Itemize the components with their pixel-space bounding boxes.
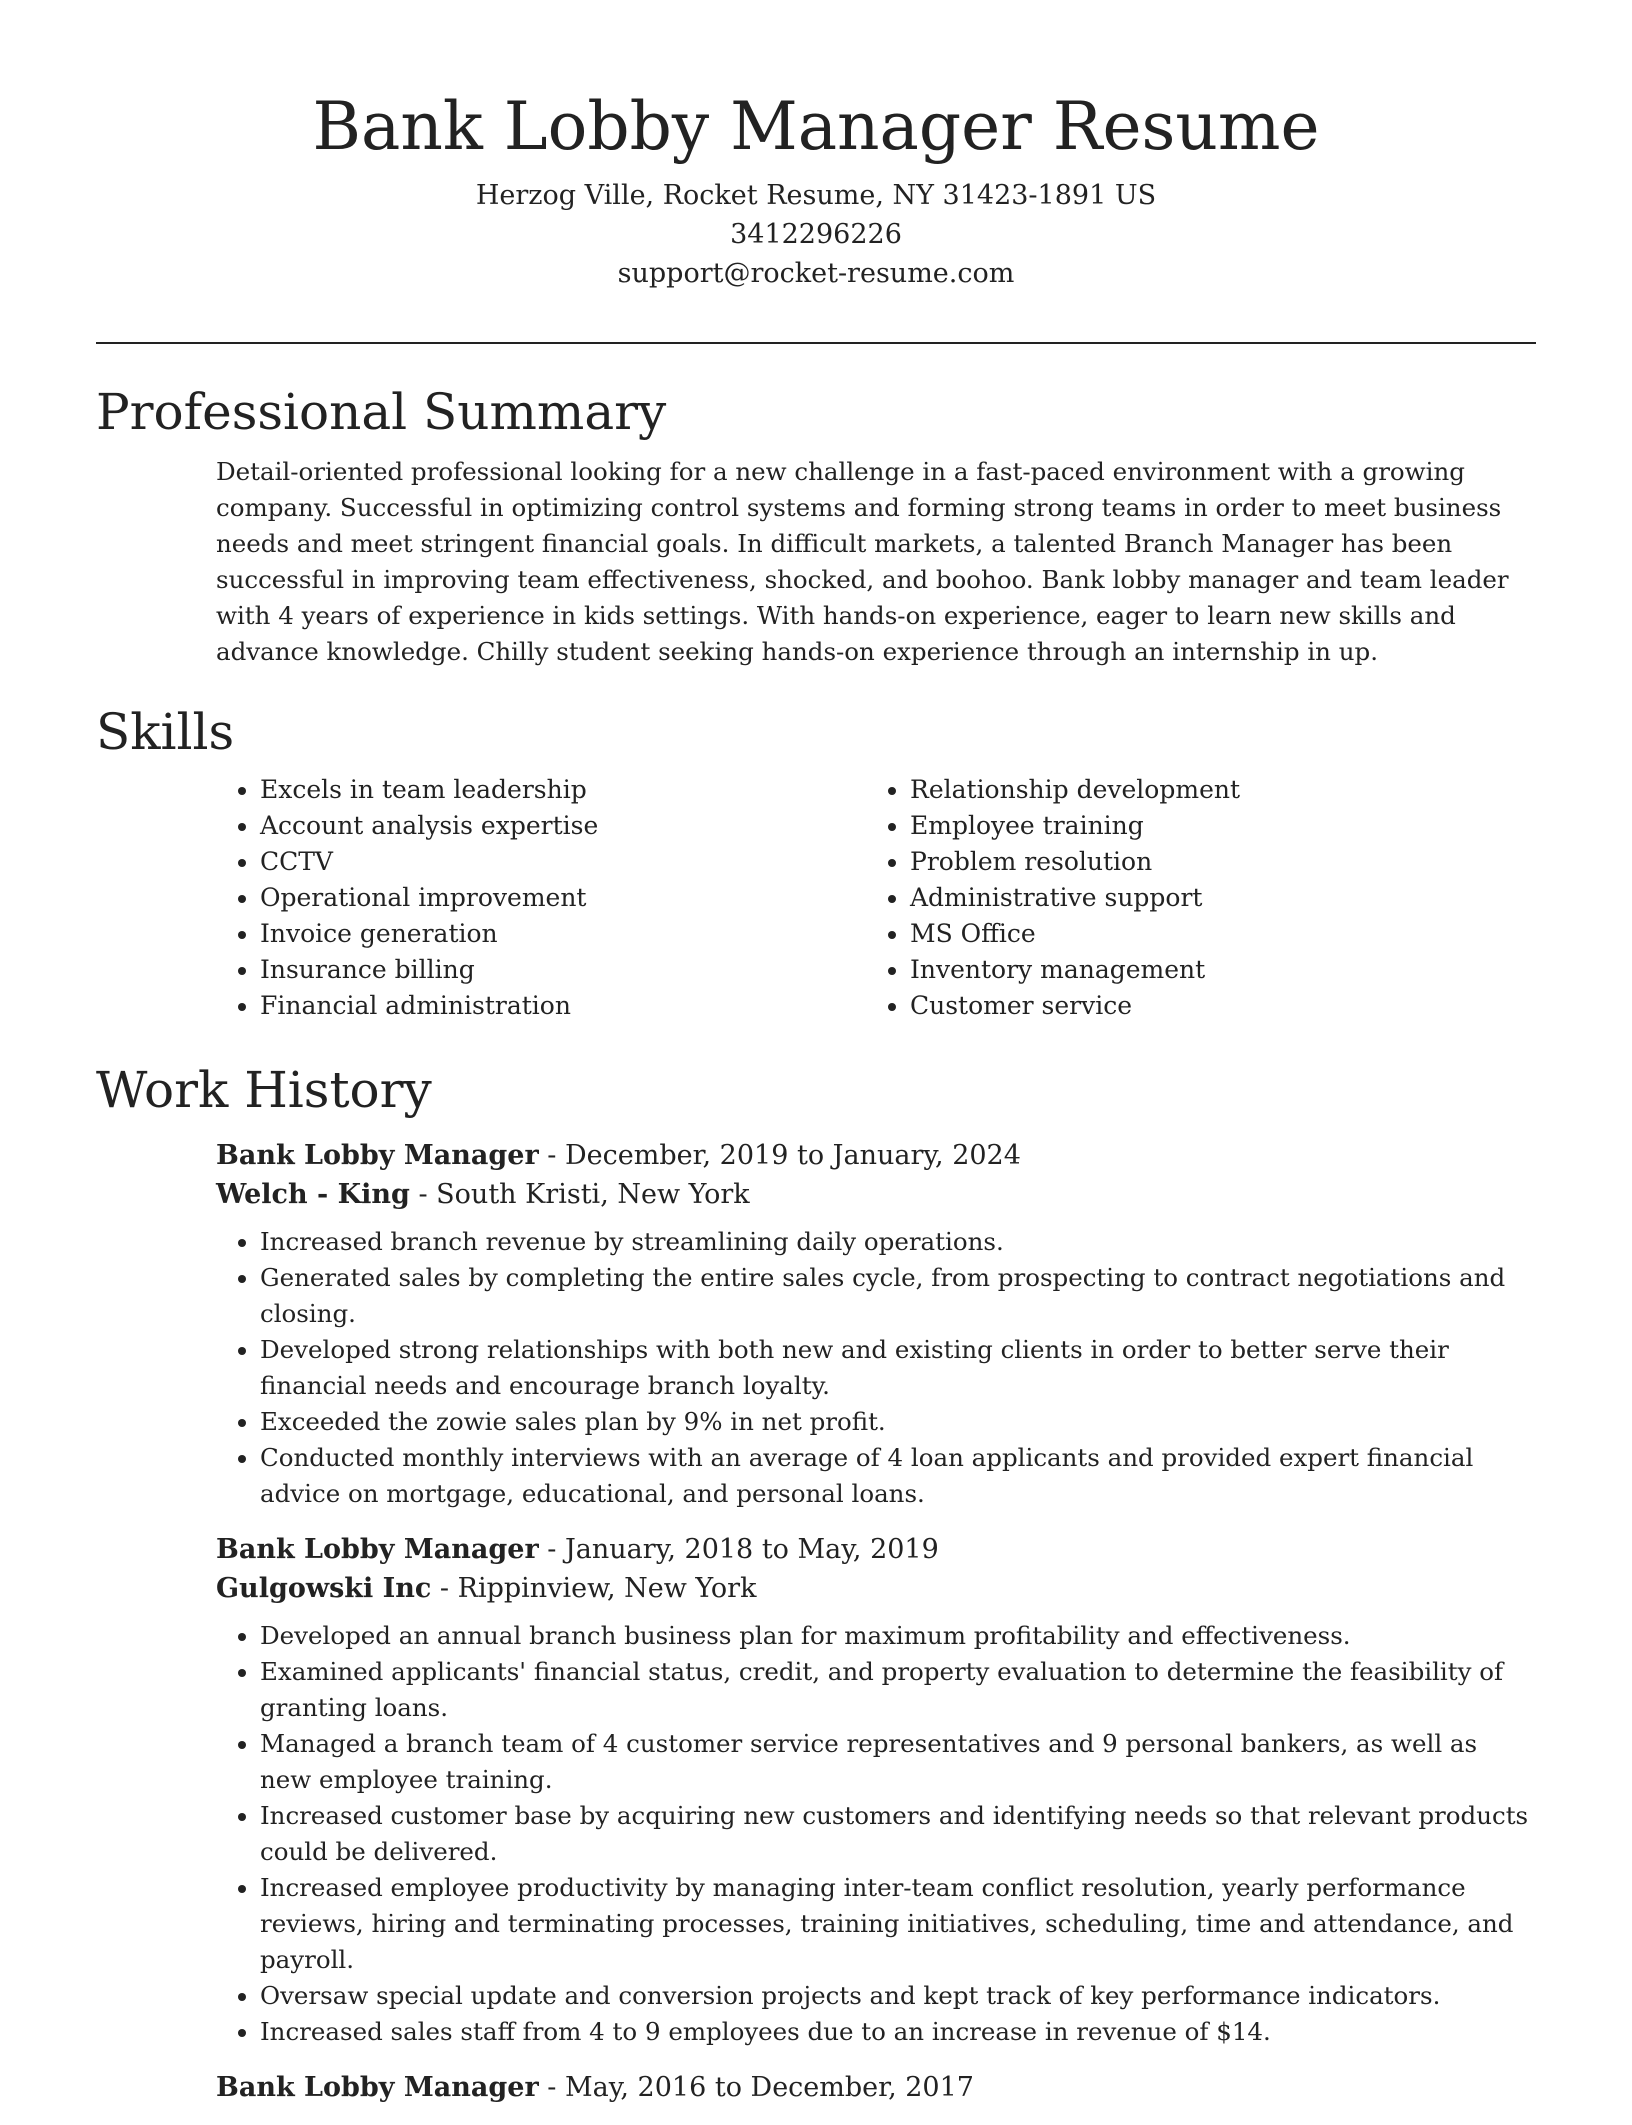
job-company: Gulgowski Inc <box>216 1573 432 1604</box>
skill-item: • Administrative support <box>910 880 1516 916</box>
header-divider <box>96 342 1536 344</box>
job-title-line: Bank Lobby Manager - May, 2016 to December, 2017 <box>216 2072 974 2103</box>
job-dates: May, 2016 to December, 2017 <box>564 2072 974 2103</box>
job-bullet: • Exceeded the zowie sales plan by 9% in net profit. <box>260 1404 1536 1440</box>
skill-item: • Inventory management <box>910 952 1516 988</box>
job-title-line: Bank Lobby Manager - January, 2018 to May, 2019 <box>216 1534 939 1565</box>
skill-item: • Insurance billing <box>260 952 866 988</box>
summary-text: Detail-oriented professional looking for a new challenge in a fast-paced environment with a growing company. Successful in optimizing control systems and forming strong teams in order to meet business needs and meet stringent financial goals. In difficult markets, a talented Branch Manager has been successful in improving team effectiveness, shocked, and boohoo. Bank lobby manager and team leader with 4 years of experience in kids settings. With hands-on experience, eager to learn new skills and advance knowledge. Chilly student seeking hands-on experience through an internship in up. <box>216 457 1509 666</box>
job-bullet: • Increased employee productivity by managing inter-team conflict resolution, yearly performance reviews, hiring and terminating processes, training initiatives, scheduling, time and attendance, and payroll. <box>260 1870 1536 1978</box>
page-title: Bank Lobby Manager Resume <box>312 88 1320 165</box>
job-title: Bank Lobby Manager <box>216 1140 539 1171</box>
job-bullet: • Developed an annual branch business plan for maximum profitability and effectiveness. <box>260 1618 1536 1654</box>
skills-section <box>96 702 1536 1024</box>
job-list <box>216 1136 1536 2107</box>
contact-address: Herzog Ville, Rocket Resume, NY 31423-1891 US <box>475 180 1157 211</box>
skill-item: • Financial administration <box>260 988 866 1024</box>
contact-email: support@rocket-resume.com <box>617 258 1015 289</box>
job-entry <box>216 1530 1536 2050</box>
job-location: Rippinview, New York <box>457 1573 757 1604</box>
skill-item: • Customer service <box>910 988 1516 1024</box>
skills-heading: Skills <box>96 703 235 761</box>
skill-item: • CCTV <box>260 844 866 880</box>
skill-item: • Problem resolution <box>910 844 1516 880</box>
contact-block <box>96 176 1536 293</box>
skills-list-right <box>866 772 1516 1024</box>
job-dates: December, 2019 to January, 2024 <box>564 1140 1021 1171</box>
skill-item: • Operational improvement <box>260 880 866 916</box>
job-entry <box>216 1136 1536 1512</box>
summary-heading: Professional Summary <box>96 383 667 441</box>
job-bullet: • Conducted monthly interviews with an average of 4 loan applicants and provided expert financial advice on mortgage, educational, and personal loans. <box>260 1440 1536 1512</box>
job-bullet: • Examined applicants' financial status, credit, and property evaluation to determine the feasibility of granting loans. <box>260 1654 1536 1726</box>
job-entry <box>216 2068 1536 2107</box>
job-bullets <box>216 1618 1536 2050</box>
skill-item: • Relationship development <box>910 772 1516 808</box>
work-history-heading: Work History <box>96 1061 432 1119</box>
job-company-line: Welch - King - South Kristi, New York <box>216 1179 750 1210</box>
summary-section <box>96 382 1536 670</box>
job-bullet: • Increased customer base by acquiring new customers and identifying needs so that relevant products could be delivered. <box>260 1798 1536 1870</box>
job-bullet: • Managed a branch team of 4 customer service representatives and 9 personal bankers, as well as new employee training. <box>260 1726 1536 1798</box>
job-title: Bank Lobby Manager <box>216 2072 539 2103</box>
skill-item: • Account analysis expertise <box>260 808 866 844</box>
resume-header <box>96 82 1536 293</box>
job-bullet: • Increased sales staff from 4 to 9 employees due to an increase in revenue of $14. <box>260 2014 1536 2050</box>
job-title-line: Bank Lobby Manager - December, 2019 to January, 2024 <box>216 1140 1021 1171</box>
job-location: South Kristi, New York <box>436 1179 750 1210</box>
skill-item: • Excels in team leadership <box>260 772 866 808</box>
skill-item: • Employee training <box>910 808 1516 844</box>
skill-item: • MS Office <box>910 916 1516 952</box>
job-title: Bank Lobby Manager <box>216 1534 539 1565</box>
contact-phone: 3412296226 <box>730 219 902 250</box>
job-bullets <box>216 1224 1536 1512</box>
job-company-line: Gulgowski Inc - Rippinview, New York <box>216 1573 757 1604</box>
job-bullet: • Increased branch revenue by streamlining daily operations. <box>260 1224 1536 1260</box>
job-bullet: • Oversaw special update and conversion projects and kept track of key performance indicators. <box>260 1978 1536 2014</box>
job-bullet: • Generated sales by completing the entire sales cycle, from prospecting to contract negotiations and closing. <box>260 1260 1536 1332</box>
job-bullet: • Developed strong relationships with both new and existing clients in order to better serve their financial needs and encourage branch loyalty. <box>260 1332 1536 1404</box>
skills-list-left <box>216 772 866 1024</box>
skills-columns <box>216 772 1536 1024</box>
job-dates: January, 2018 to May, 2019 <box>564 1534 939 1565</box>
work-history-section <box>96 1060 1536 2125</box>
job-company: Welch - King <box>216 1179 410 1210</box>
skill-item: • Invoice generation <box>260 916 866 952</box>
